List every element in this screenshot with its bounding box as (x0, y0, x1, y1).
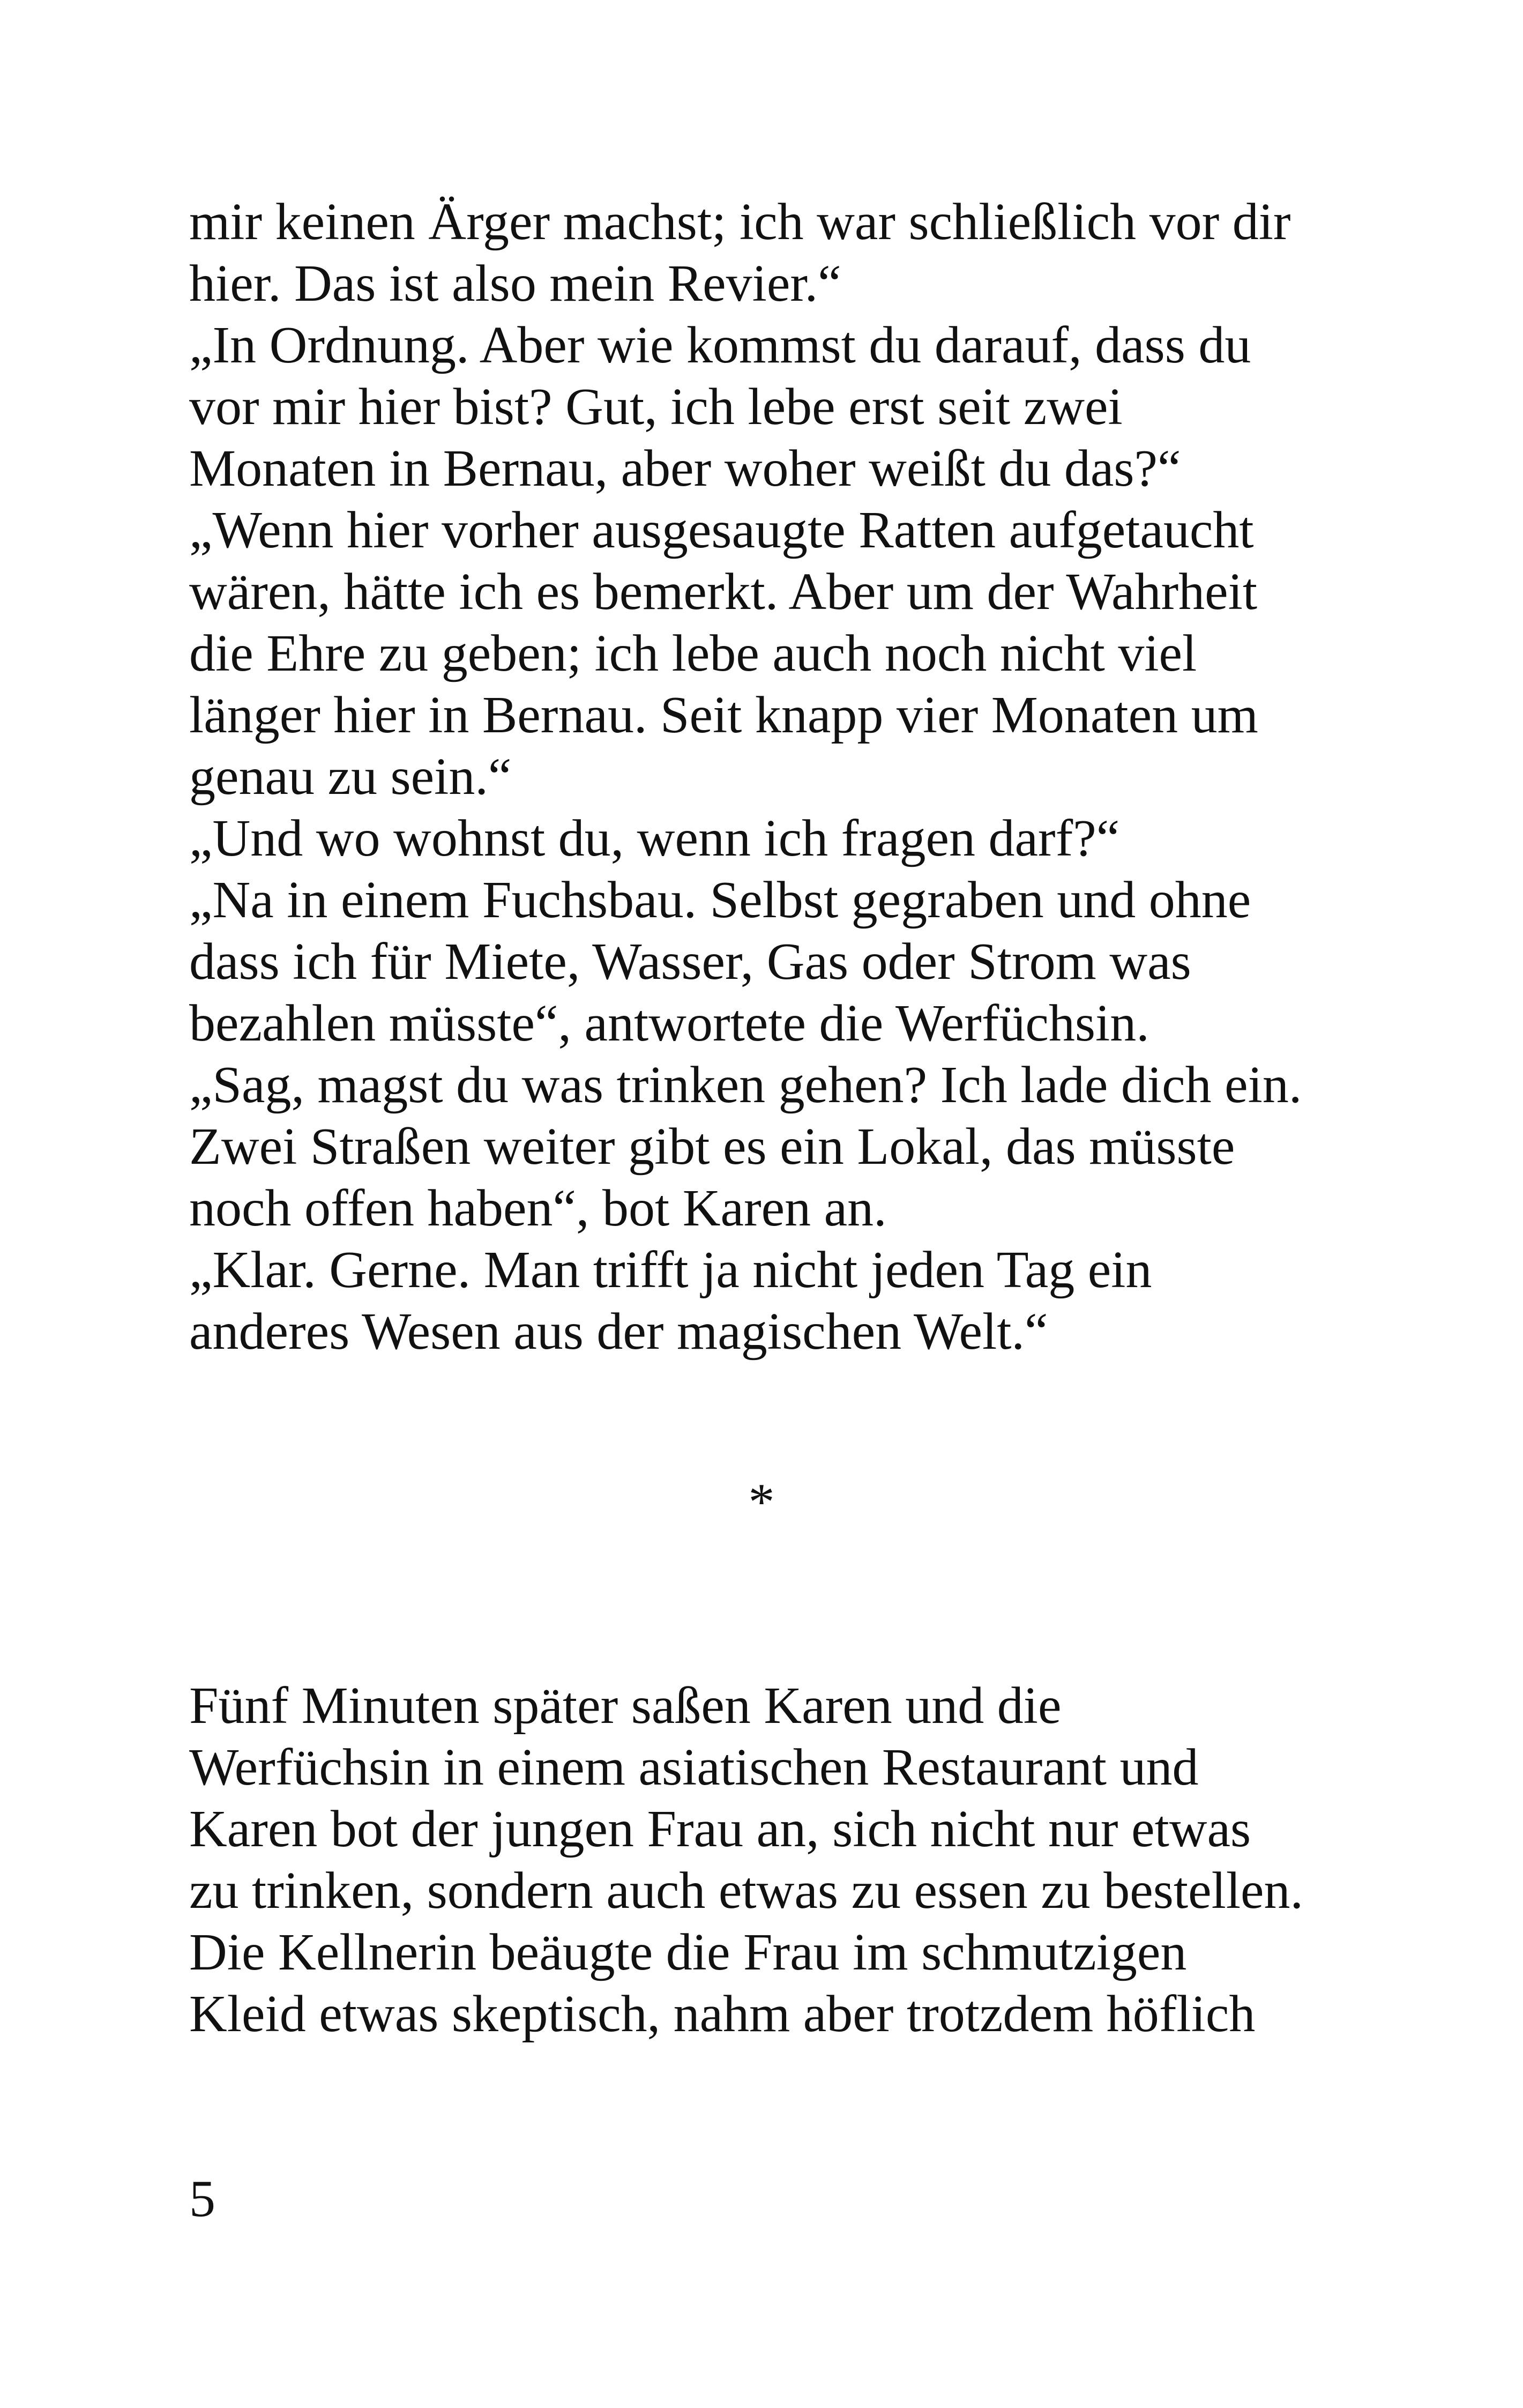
text-line: die Ehre zu geben; ich lebe auch noch nicht viel (189, 625, 1197, 682)
page-number: 5 (189, 2170, 215, 2228)
text-line: Monaten in Bernau, aber woher weißt du das?“ (189, 440, 1181, 497)
text-line: „Und wo wohnst du, wenn ich fragen darf?“ (189, 809, 1120, 867)
text-line: noch offen haben“, bot Karen an. (189, 1179, 887, 1237)
text-line: länger hier in Bernau. Seit knapp vier Monaten um (189, 686, 1258, 744)
text-line: Zwei Straßen weiter gibt es ein Lokal, das müsste (189, 1118, 1235, 1176)
text-line: anderes Wesen aus der magischen Welt.“ (189, 1303, 1048, 1361)
text-line: „Na in einem Fuchsbau. Selbst gegraben und ohne (189, 871, 1251, 929)
text-line: zu trinken, sondern auch etwas zu essen zu bestellen. (189, 1862, 1304, 1920)
text-line: „Wenn hier vorher ausgesaugte Ratten aufgetaucht (189, 501, 1254, 559)
text-line: Kleid etwas skeptisch, nahm aber trotzdem höflich (189, 1985, 1256, 2043)
text-line: Fünf Minuten später saßen Karen und die (189, 1677, 1062, 1735)
text-line: Werfüchsin in einem asiatischen Restaurant und (189, 1738, 1199, 1796)
text-line: „In Ordnung. Aber wie kommst du darauf, dass du (189, 316, 1251, 374)
text-line: wären, hätte ich es bemerkt. Aber um der Wahrheit (189, 563, 1258, 621)
scene-separator: * (748, 1473, 775, 1531)
text-block-top (189, 191, 1379, 1363)
text-line: hier. Das ist also mein Revier.“ (189, 255, 841, 313)
text-line: „Klar. Gerne. Man trifft ja nicht jeden Tag ein (189, 1241, 1152, 1299)
text-block-bottom (189, 1675, 1379, 2045)
text-line: vor mir hier bist? Gut, ich lebe erst seit zwei (189, 378, 1123, 436)
text-line: „Sag, magst du was trinken gehen? Ich lade dich ein. (189, 1056, 1302, 1114)
text-line: Karen bot der jungen Frau an, sich nicht nur etwas (189, 1800, 1251, 1858)
text-line: mir keinen Ärger machst; ich war schließlich vor dir (189, 193, 1291, 251)
text-line: genau zu sein.“ (189, 748, 512, 806)
text-line: dass ich für Miete, Wasser, Gas oder Strom was (189, 933, 1191, 991)
text-line: bezahlen müsste“, antwortete die Werfüchsin. (189, 994, 1149, 1052)
text-line: Die Kellnerin beäugte die Frau im schmutzigen (189, 1923, 1187, 1981)
